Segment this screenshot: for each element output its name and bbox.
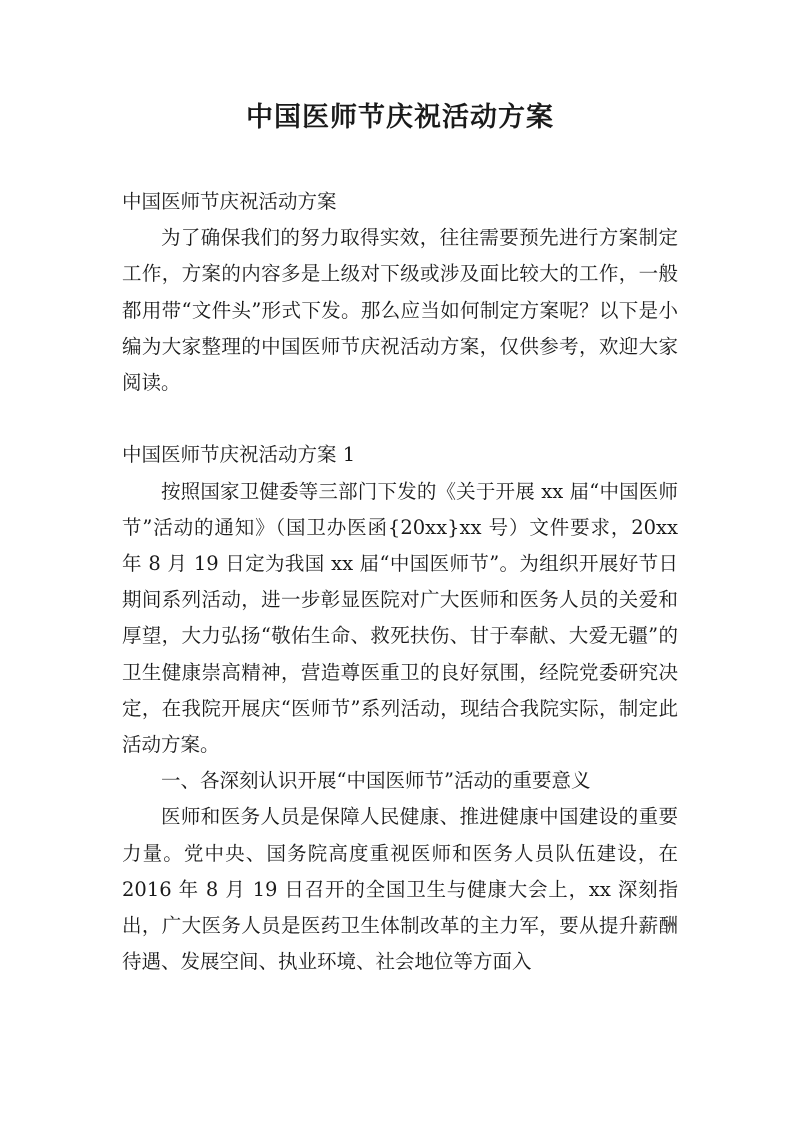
document-title: 中国医师节庆祝活动方案 (246, 102, 554, 133)
intro-paragraph: 为了确保我们的努力取得实效，往往需要预先进行方案制定工作，方案的内容多是上级对下级或涉及面比较大的工作，一般都用带“文件头”形式下发。那么应当如何制定方案呢？以下是小编为大家整理的中国医师节庆祝活动方案，仅供参考，欢迎大家阅读。 (122, 226, 678, 395)
point-paragraph: 医师和医务人员是保障人民健康、推进健康中国建设的重要力量。党中央、国务院高度重视医师和医务人员队伍建设，在 2016 年 8 月 19 日召开的全国卫生与健康大会上，xx 深刻指出，广大医务人员是医药卫生体制改革的主力军，要从提升薪酬待遇、发展空间、执业环境、社会地位等方面入 (122, 805, 678, 974)
paragraph-spacer (122, 401, 678, 437)
point-heading: 一、各深刻认识开展“中国医师节”活动的重要意义 (161, 769, 591, 793)
document-body (122, 184, 678, 980)
section-heading: 中国医师节庆祝活动方案 1 (122, 443, 356, 467)
document-subtitle: 中国医师节庆祝活动方案 (122, 190, 337, 213)
section-paragraph: 按照国家卫健委等三部门下发的《关于开展 xx 届“中国医师节”活动的通知》（国卫办医函{20xx}xx 号）文件要求，20xx 年 8 月 19 日定为我国 xx 届“中国医师节”。为组织开展好节日期间系列活动，进一步彰显医院对广大医师和医务人员的关爱和厚望，大力弘扬“敬佑生命、救死扶伤、甘于奉献、大爱无疆”的卫生健康崇高精神，营造尊医重卫的良好氛围，经院党委研究决定，在我院开展庆“医师节”系列活动，现结合我院实际，制定此活动方案。 (122, 479, 678, 757)
